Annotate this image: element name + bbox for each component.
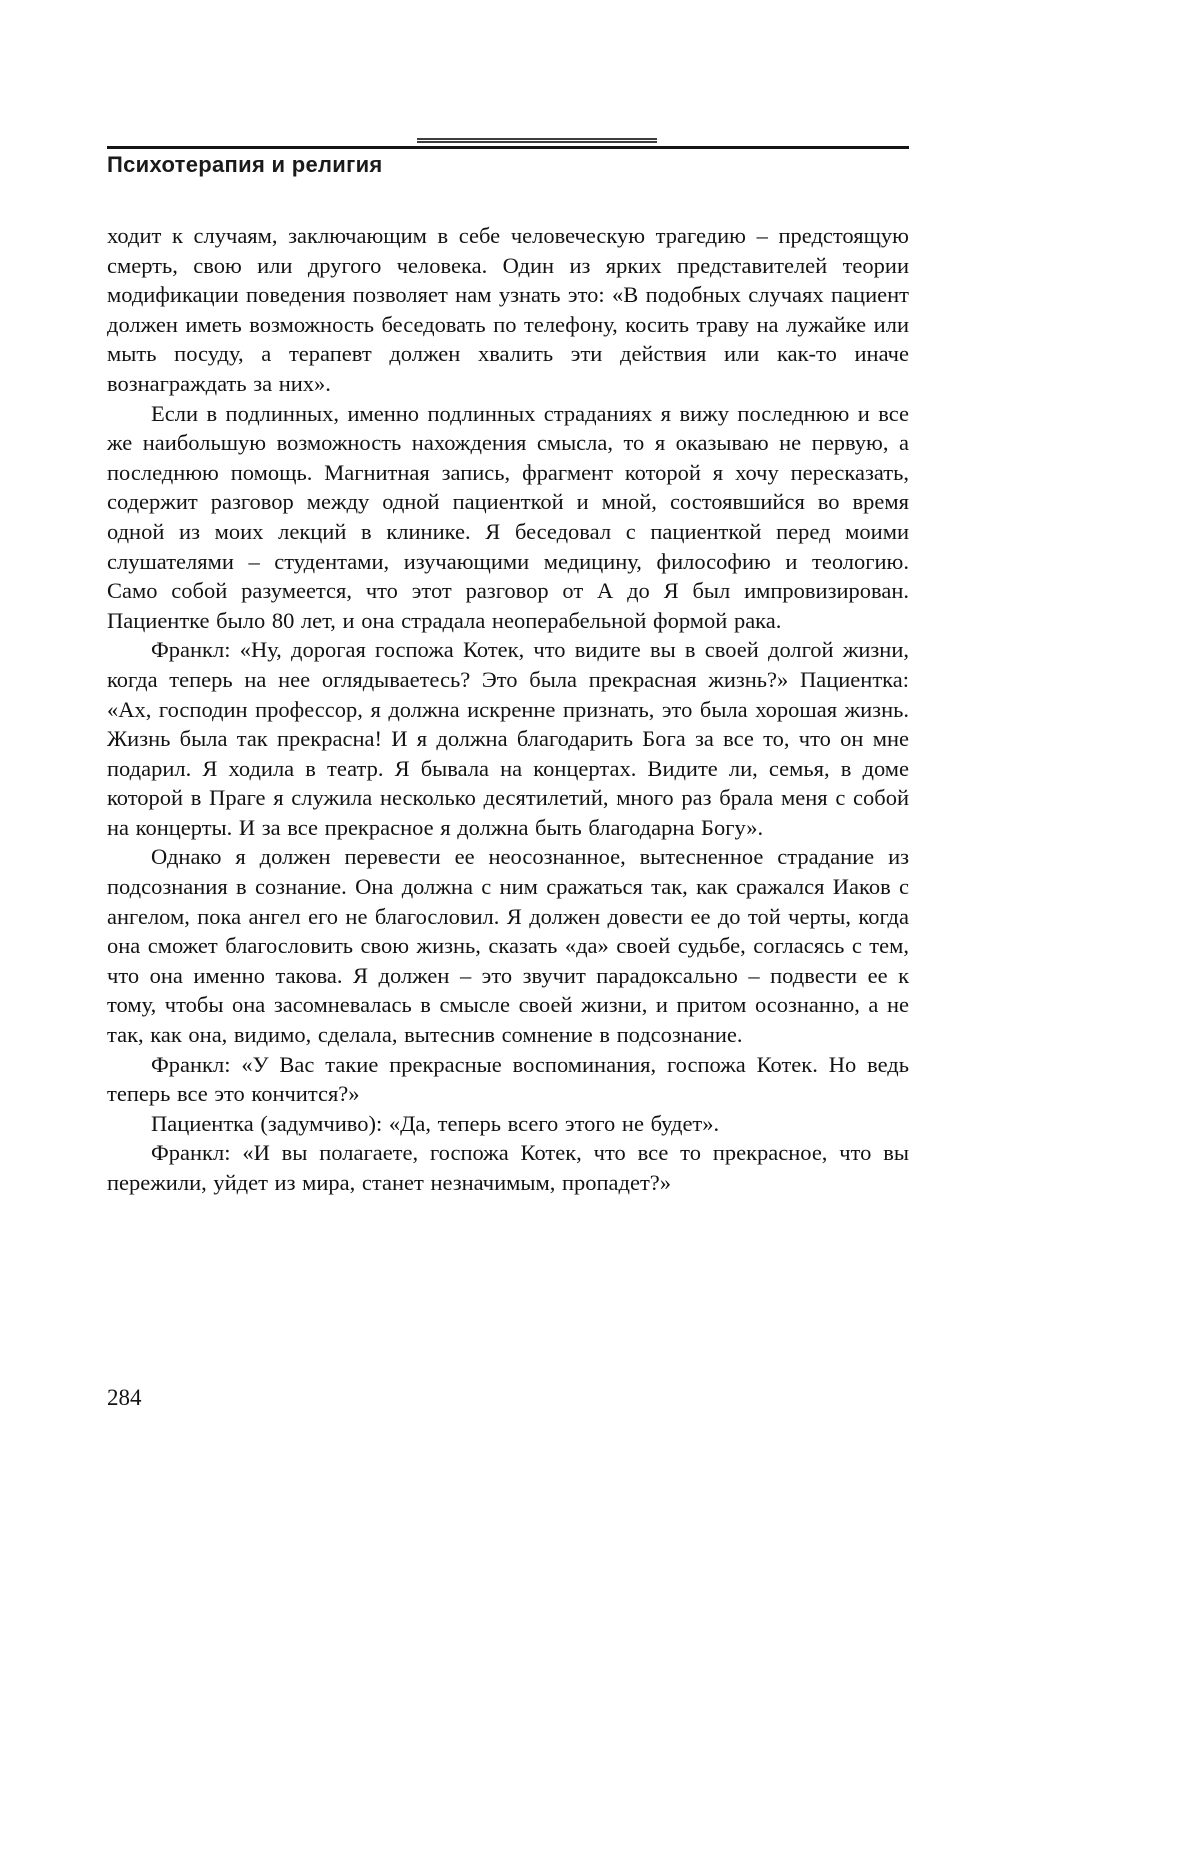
page-number: 284 [107,1385,142,1410]
paragraph: Если в подлинных, именно подлинных страданиях я вижу последнюю и все же наибольшую возможность нахождения смысла, то я оказываю не первую, а последнюю помощь. Магнитная запись, фрагмент которой я хочу пересказать, содержит разговор между одной пациенткой и мной, состоявшийся во время одной из моих лекций в клинике. Я беседовал с пациенткой перед моими слушателями – студентами, изучающими медицину, философию и теологию. Само собой разумеется, что этот разговор от А до Я был импровизирован. Пациентке было 80 лет, и она страдала неоперабельной формой рака. [107,400,909,633]
scan-artifact-dashes [417,138,657,151]
running-title: Психотерапия и религия [107,152,383,177]
paragraph: Франкл: «У Вас такие прекрасные воспоминания, госпожа Котек. Но ведь теперь все это кончится?» [107,1051,909,1107]
book-page [107,0,909,1875]
paragraph: Франкл: «И вы полагаете, госпожа Котек, что все то прекрасное, что вы пережили, уйдет из мира, станет незначимым, пропадет?» [107,1140,909,1195]
paragraph: Франкл: «Ну, дорогая госпожа Котек, что видите вы в своей долгой жизни, когда теперь на нее оглядываетесь? Это была прекрасная жизнь?» Пациентка: «Ах, господин профессор, я должна искренне признать, это была хорошая жизнь. Жизнь была так прекрасна! И я должна благодарить Бога за все то, что он мне подарил. Я ходила в театр. Я бывала на концертах. Видите ли, семья, в доме которой в Праге я служила несколько десятилетий, много раз брала меня с собой на концерты. И за все прекрасное я должна быть благодарна Богу». [107,637,909,840]
paragraph: ходит к случаям, заключающим в себе человеческую трагедию – предстоящую смерть, свою или другого человека. Один из ярких представителей теории модификации поведения позволяет нам узнать это: «В подобных случаях пациент должен иметь возможность беседовать по телефону, косить траву на лужайке или мыть посуду, а терапевт должен хвалить эти действия или как-то иначе вознаграждать за них». [107,223,909,396]
body-text [107,221,909,1198]
paragraph: Пациентка (задумчиво): «Да, теперь всего этого не будет». [151,1110,720,1136]
paragraph: Однако я должен перевести ее неосознанное, вытесненное страдание из подсознания в сознание. Она должна с ним сражаться так, как сражался Иаков с ангелом, пока ангел его не благословил. Я должен довести ее до той черты, когда она сможет благословить свою жизнь, сказать «да» своей судьбе, согласясь с тем, что она именно такова. Я должен – это звучит парадоксально – подвести ее к тому, чтобы она засомневалась в смысле своей жизни, и притом осознанно, а не так, как она, видимо, сделала, вытеснив сомнение в подсознание. [107,844,909,1048]
header-rule [107,146,909,149]
